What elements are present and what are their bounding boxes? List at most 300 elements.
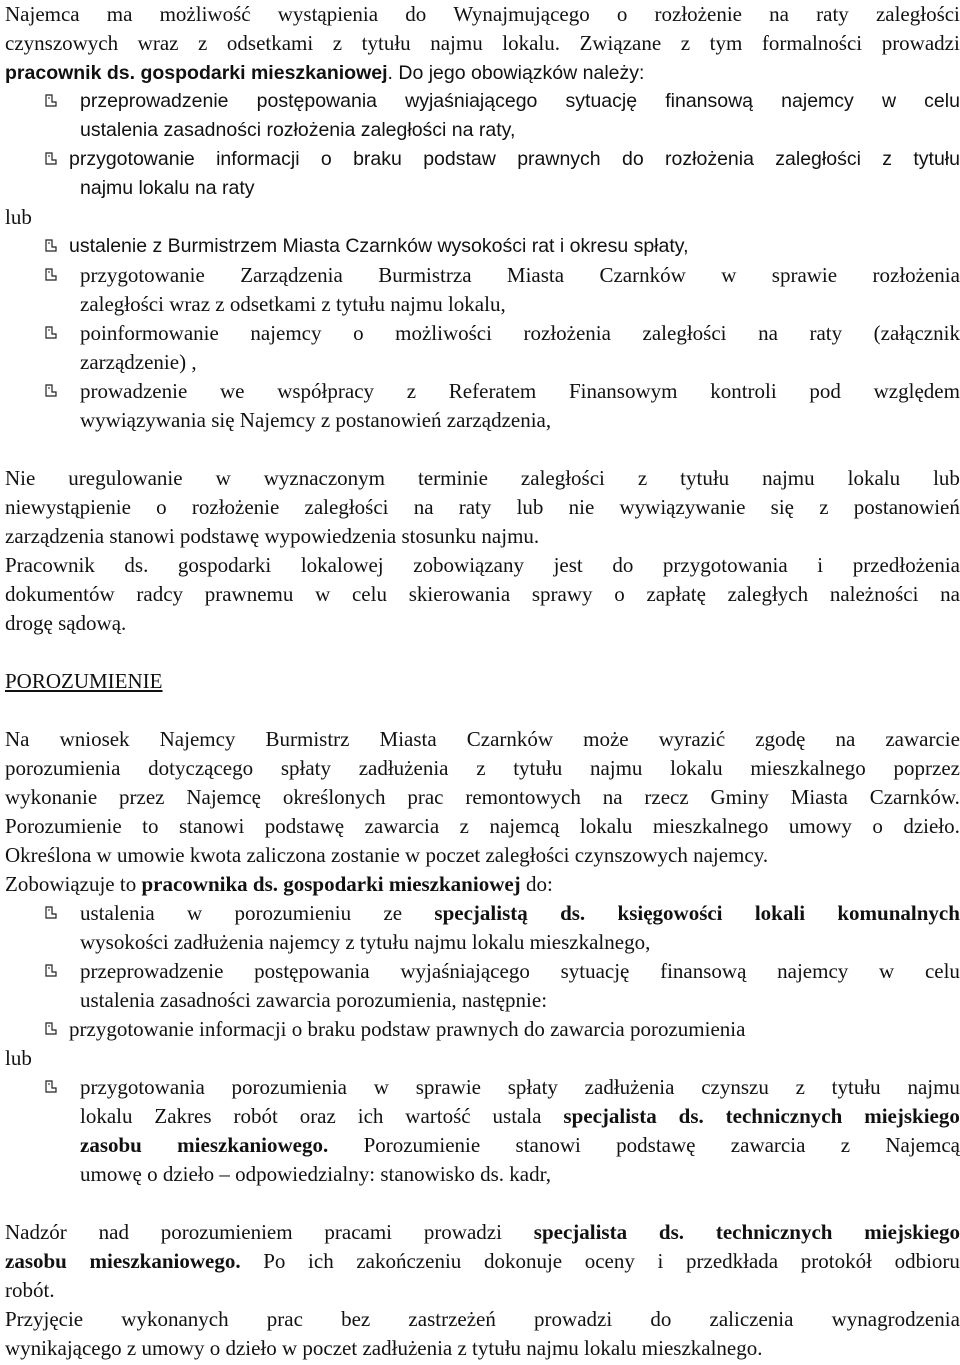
word: braku bbox=[353, 148, 402, 170]
paragraph-agreement-line-4 bbox=[5, 812, 960, 841]
word: dotyczącego bbox=[148, 756, 254, 780]
responsible-person-bold: pracownik ds. gospodarki mieszkaniowej bbox=[5, 62, 388, 84]
word: spłaty bbox=[507, 1075, 558, 1099]
word: podstaw bbox=[423, 148, 496, 170]
word: rozłożenia bbox=[665, 148, 754, 170]
paragraph-agreement-line-2 bbox=[5, 754, 960, 783]
word: sprawie bbox=[415, 1075, 481, 1099]
word: rozłożenia bbox=[872, 263, 960, 287]
word: określonych bbox=[282, 785, 386, 809]
word: możliwość bbox=[159, 2, 251, 26]
word: o bbox=[320, 148, 332, 170]
word: o bbox=[353, 321, 364, 345]
word: lokalu bbox=[80, 1104, 133, 1128]
word: mieszkaniowego. bbox=[177, 1133, 329, 1157]
word: tytułu bbox=[831, 1075, 881, 1099]
word: terminie bbox=[417, 466, 488, 490]
word: wyrazić bbox=[658, 727, 726, 751]
word: stanowi bbox=[178, 814, 245, 838]
word: pracami bbox=[324, 1220, 392, 1244]
list-item bbox=[43, 899, 960, 928]
word: najmu bbox=[907, 1075, 960, 1099]
word: raty bbox=[816, 2, 849, 26]
word: najemcy bbox=[777, 959, 849, 983]
duties-intro-text: . Do jego obowiązków należy: bbox=[387, 62, 645, 84]
word: celu bbox=[924, 90, 960, 112]
word: Miasta bbox=[506, 263, 565, 287]
list-item-continuation: wywiązywania się Najemcy z postanowień zarządzenia, bbox=[80, 408, 552, 432]
word: zgodę bbox=[755, 727, 806, 751]
word: zaległości bbox=[520, 466, 605, 490]
word: oraz bbox=[299, 1104, 336, 1128]
paragraph-legal-line-3: drogę sądową. bbox=[5, 611, 127, 635]
paragraph-intro-line-1 bbox=[5, 0, 960, 29]
word: na bbox=[758, 321, 778, 345]
word: najmu bbox=[762, 466, 815, 490]
word: tytułu bbox=[513, 756, 563, 780]
paragraph-legal-line-1 bbox=[5, 551, 960, 580]
word: zadłużenia bbox=[584, 1075, 675, 1099]
word: Miasta bbox=[379, 727, 437, 751]
word: Burmistrza bbox=[378, 263, 472, 287]
word: podstawę bbox=[264, 814, 345, 838]
word: czynszowych bbox=[5, 31, 119, 55]
list-item-continuation: ustalenia zasadności rozłożenia zaległości na raty, bbox=[80, 119, 516, 141]
word: Finansowym bbox=[568, 379, 678, 403]
word: postanowień bbox=[853, 495, 960, 519]
word: Najemcą bbox=[885, 1133, 960, 1157]
word: do bbox=[405, 2, 427, 26]
word: nad bbox=[98, 1220, 129, 1244]
word: zasobu bbox=[5, 1249, 67, 1273]
list-item-continuation: zaległości wraz z odsetkami z tytułu najmu lokalu, bbox=[80, 292, 506, 316]
word: wystąpienia bbox=[277, 2, 379, 26]
word: prowadzi bbox=[534, 1307, 613, 1331]
word: mieszkalnego bbox=[750, 756, 866, 780]
word: rozłożenie bbox=[191, 495, 280, 519]
word: ma bbox=[106, 2, 133, 26]
word: wraz bbox=[137, 31, 179, 55]
list-item bbox=[43, 319, 960, 348]
word: skierowania bbox=[408, 582, 511, 606]
list-item bbox=[43, 957, 960, 986]
paragraph-supervision-line-1 bbox=[5, 1218, 960, 1247]
word: prawnych bbox=[517, 148, 601, 170]
word: lokalu bbox=[579, 814, 633, 838]
word: raty bbox=[458, 495, 492, 519]
word: Na bbox=[5, 727, 30, 751]
word: prac bbox=[266, 1307, 303, 1331]
word: ustalenia bbox=[80, 901, 155, 925]
word: lokalu bbox=[847, 466, 901, 490]
word: przeprowadzenie bbox=[80, 90, 229, 112]
word: (załącznik bbox=[873, 321, 960, 345]
word: dokumentów bbox=[5, 582, 115, 606]
word: Porozumienie bbox=[363, 1133, 481, 1157]
word: miejskiego bbox=[864, 1104, 960, 1128]
list-item-continuation: najmu lokalu na raty bbox=[80, 177, 255, 199]
word: Czarnków. bbox=[869, 785, 960, 809]
word: z bbox=[637, 466, 648, 490]
word: się bbox=[770, 495, 794, 519]
word: stanowi bbox=[515, 1133, 581, 1157]
paragraph-supervision-line-3: robót. bbox=[5, 1278, 55, 1302]
word: wynagrodzenia bbox=[831, 1307, 960, 1331]
word: zaległości bbox=[642, 321, 727, 345]
word: raty bbox=[809, 321, 843, 345]
word: z bbox=[332, 31, 343, 55]
word: zadłużenia bbox=[358, 756, 449, 780]
word: w bbox=[721, 263, 737, 287]
word: Nadzór bbox=[5, 1220, 67, 1244]
word: o bbox=[156, 495, 167, 519]
word: zaległości bbox=[775, 148, 861, 170]
word: z bbox=[882, 148, 893, 170]
word: lokalu. bbox=[502, 31, 561, 55]
list-item-continuation bbox=[80, 1131, 960, 1160]
word: prac bbox=[407, 785, 444, 809]
word: z bbox=[795, 1075, 805, 1099]
word: na bbox=[835, 727, 856, 751]
list-item-continuation: zarządzenie) , bbox=[80, 350, 197, 374]
list-item-continuation: umowę o dzieło – odpowiedzialny: stanowisko ds. kadr, bbox=[80, 1162, 551, 1186]
word: specjalista bbox=[563, 1104, 657, 1128]
bullet-icon bbox=[43, 151, 59, 167]
word: do bbox=[650, 1307, 672, 1331]
word: w bbox=[879, 959, 895, 983]
word: w bbox=[315, 582, 331, 606]
word: finansową bbox=[665, 90, 754, 112]
word: o bbox=[872, 814, 883, 838]
word: Porozumienie bbox=[5, 814, 122, 838]
word: podstawę bbox=[616, 1133, 696, 1157]
paragraph-agreement-line-6 bbox=[5, 870, 960, 899]
word: ustala bbox=[492, 1104, 542, 1128]
list-item-text: ustalenie z Burmistrzem Miasta Czarnków wysokości rat i okresu spłaty, bbox=[69, 235, 689, 257]
word: komunalnych bbox=[837, 901, 960, 925]
word: księgowości bbox=[617, 901, 723, 925]
word: w bbox=[186, 901, 203, 925]
list-item-text bbox=[80, 261, 960, 290]
word: postępowania bbox=[254, 959, 370, 983]
word: rozłożenie bbox=[654, 2, 742, 26]
word: przygotowania bbox=[662, 553, 788, 577]
word: Najemcy bbox=[159, 727, 236, 751]
word: niewystąpienie bbox=[5, 495, 131, 519]
word: porozumienia bbox=[5, 756, 121, 780]
list-item bbox=[43, 1073, 960, 1102]
word: Zakres bbox=[154, 1104, 212, 1128]
paragraph-acceptance-line-2: wynikającego z umowy o dzieło w poczet zadłużenia z tytułu najmu lokalu mieszkalnego. bbox=[5, 1336, 763, 1360]
word: bez bbox=[341, 1307, 371, 1331]
word: Referatem bbox=[448, 379, 537, 403]
word: współpracy bbox=[277, 379, 375, 403]
word: informacji bbox=[216, 148, 300, 170]
paragraph-agreement-line-1 bbox=[5, 725, 960, 754]
word: prowadzi bbox=[881, 31, 960, 55]
bullet-icon bbox=[43, 963, 59, 979]
word: z bbox=[198, 31, 208, 55]
word: radcy bbox=[136, 582, 184, 606]
list-item-text bbox=[80, 1073, 960, 1102]
word: Najemcę bbox=[186, 785, 261, 809]
word: Gminy bbox=[710, 785, 769, 809]
word: nie bbox=[568, 495, 595, 519]
word: Czarnków bbox=[599, 263, 686, 287]
word: na bbox=[602, 785, 623, 809]
word: w bbox=[215, 466, 231, 490]
word: mieszkaniowego. bbox=[89, 1249, 241, 1273]
list-item-continuation: wysokości zadłużenia najemcy z tytułu najmu lokalu mieszkalnego, bbox=[80, 930, 651, 954]
bullet-icon bbox=[43, 325, 59, 341]
responsible-person-bold: pracownika ds. gospodarki mieszkaniowej bbox=[141, 872, 521, 896]
word: dzieło. bbox=[903, 814, 960, 838]
word: Związane bbox=[579, 31, 662, 55]
list-item-text bbox=[80, 957, 960, 986]
bullet-icon bbox=[43, 267, 59, 283]
word: lokali bbox=[754, 901, 806, 925]
word: może bbox=[583, 727, 629, 751]
word: najemcy bbox=[250, 321, 322, 345]
list-item bbox=[43, 377, 960, 406]
word: o bbox=[614, 582, 625, 606]
list-item bbox=[43, 145, 960, 174]
bullet-icon bbox=[43, 383, 59, 399]
list-item-text: przygotowanie informacji o braku podstaw prawnych do zawarcia porozumienia bbox=[69, 1017, 746, 1041]
list-item-text bbox=[80, 899, 960, 928]
word: wykonanie bbox=[5, 785, 98, 809]
word: z bbox=[819, 495, 829, 519]
word: poprzez bbox=[893, 756, 960, 780]
word: specjalista bbox=[533, 1220, 628, 1244]
list-item-continuation bbox=[80, 1102, 960, 1131]
word: rzecz bbox=[644, 785, 689, 809]
word: wniosek bbox=[59, 727, 130, 751]
word: zawarcia bbox=[730, 1133, 806, 1157]
word: odbioru bbox=[894, 1249, 960, 1273]
list-item bbox=[43, 232, 960, 261]
word: Zarządzenia bbox=[240, 263, 343, 287]
word: tytułu bbox=[913, 148, 960, 170]
word: względem bbox=[873, 379, 960, 403]
word: ds. bbox=[658, 1220, 685, 1244]
word: finansową bbox=[660, 959, 747, 983]
word: oceny bbox=[584, 1249, 635, 1273]
word: rozłożenia bbox=[523, 321, 611, 345]
word: najemcy bbox=[781, 90, 854, 112]
word: najemcą bbox=[489, 814, 560, 838]
list-item-text bbox=[80, 87, 960, 116]
bullet-icon bbox=[43, 905, 59, 921]
list-item bbox=[43, 261, 960, 290]
word: z bbox=[680, 31, 691, 55]
word: specjalistą bbox=[434, 901, 528, 925]
or-separator: lub bbox=[5, 1046, 32, 1070]
word: czynszu bbox=[701, 1075, 769, 1099]
word: uregulowanie bbox=[68, 466, 183, 490]
word: sprawy bbox=[531, 582, 593, 606]
obligation-intro: Zobowiązuje to bbox=[5, 872, 142, 896]
word: w bbox=[881, 90, 897, 112]
paragraph-supervision-line-2 bbox=[5, 1247, 960, 1276]
word: celu bbox=[924, 959, 960, 983]
section-heading bbox=[5, 667, 960, 696]
word: technicznych bbox=[715, 1220, 833, 1244]
word: Pracownik bbox=[5, 553, 95, 577]
word: najmu bbox=[430, 31, 483, 55]
word: wyjaśniającego bbox=[405, 90, 538, 112]
word: przedłożenia bbox=[852, 553, 960, 577]
word: tym bbox=[709, 31, 743, 55]
list-item-continuation: ustalenia zasadności zawarcia porozumienia, następnie: bbox=[80, 988, 548, 1012]
word: w bbox=[373, 1075, 389, 1099]
paragraph-consequences-line-3: zarządzenia stanowi podstawę wypowiedzenia stosunku najmu. bbox=[5, 524, 540, 548]
word: sytuację bbox=[560, 959, 630, 983]
word: sytuację bbox=[565, 90, 638, 112]
word: Po bbox=[263, 1249, 286, 1273]
paragraph-agreement-line-5: Określona w umowie kwota zaliczona zostanie w poczet zaległości czynszowych najemcy. bbox=[5, 843, 769, 867]
word: jest bbox=[553, 553, 583, 577]
word: wyznaczonym bbox=[263, 466, 385, 490]
word: przez bbox=[119, 785, 165, 809]
word: tytułu bbox=[361, 31, 411, 55]
word: poinformowanie bbox=[80, 321, 219, 345]
word: zaległości bbox=[304, 495, 389, 519]
word: z bbox=[476, 756, 486, 780]
word: zapłatę bbox=[646, 582, 706, 606]
word: Przyjęcie bbox=[5, 1307, 84, 1331]
paragraph-intro-line-2 bbox=[5, 29, 960, 58]
word: Najemca bbox=[5, 2, 80, 26]
word: przeprowadzenie bbox=[80, 959, 224, 983]
word: porozumieniem bbox=[160, 1220, 293, 1244]
word: ds. bbox=[124, 553, 149, 577]
word: Miasta bbox=[790, 785, 848, 809]
bullet-icon bbox=[43, 1079, 59, 1095]
word: prawnemu bbox=[204, 582, 294, 606]
word: tytułu bbox=[680, 466, 730, 490]
word: ds. bbox=[678, 1104, 704, 1128]
word: o bbox=[616, 2, 628, 26]
word: miejskiego bbox=[864, 1220, 960, 1244]
word: technicznych bbox=[725, 1104, 843, 1128]
word: Wynajmującego bbox=[453, 2, 590, 26]
word: lub bbox=[516, 495, 544, 519]
word: to bbox=[142, 814, 159, 838]
list-item bbox=[43, 87, 960, 116]
word: wartość bbox=[405, 1104, 471, 1128]
word: wykonanych bbox=[121, 1307, 229, 1331]
word: wyjaśniającego bbox=[400, 959, 530, 983]
word: przedkłada bbox=[686, 1249, 779, 1273]
word: porozumieniu bbox=[234, 901, 352, 925]
word: na bbox=[413, 495, 434, 519]
word: ich bbox=[308, 1249, 334, 1273]
word: lub bbox=[933, 466, 960, 490]
bullet-icon bbox=[43, 238, 59, 254]
word: przygotowanie bbox=[69, 148, 195, 170]
paragraph-agreement-line-3 bbox=[5, 783, 960, 812]
paragraph-consequences-line-2 bbox=[5, 493, 960, 522]
section-heading-text: POROZUMIENIE bbox=[5, 669, 163, 693]
word: gospodarki bbox=[177, 553, 272, 577]
word: we bbox=[220, 379, 245, 403]
word: prowadzenie bbox=[80, 379, 188, 403]
word: do bbox=[622, 148, 644, 170]
word: spłaty bbox=[280, 756, 331, 780]
word: mieszkalnego bbox=[652, 814, 769, 838]
word: protokół bbox=[800, 1249, 872, 1273]
word: remontowych bbox=[465, 785, 581, 809]
word: pod bbox=[809, 379, 841, 403]
list-item bbox=[43, 1015, 960, 1044]
word: ich bbox=[357, 1104, 384, 1128]
list-item-text bbox=[80, 319, 960, 348]
word: lokalu bbox=[670, 756, 723, 780]
word: celu bbox=[351, 582, 387, 606]
word: zaliczenia bbox=[709, 1307, 794, 1331]
word: na bbox=[940, 582, 960, 606]
word: przygotowania bbox=[80, 1075, 205, 1099]
word: do bbox=[612, 553, 634, 577]
paragraph-intro-line-3 bbox=[5, 58, 960, 87]
word: umowy bbox=[788, 814, 852, 838]
word: z bbox=[406, 379, 417, 403]
word: najmu bbox=[589, 756, 643, 780]
or-separator: lub bbox=[5, 205, 32, 229]
word: formalności bbox=[761, 31, 863, 55]
word: zaległości bbox=[875, 2, 960, 26]
word: z bbox=[840, 1133, 851, 1157]
bullet-icon bbox=[43, 93, 59, 109]
word: zastrzeżeń bbox=[408, 1307, 496, 1331]
paragraph-consequences-line-1 bbox=[5, 464, 960, 493]
word: zobowiązany bbox=[413, 553, 525, 577]
word: kontroli bbox=[710, 379, 777, 403]
word: ds. bbox=[560, 901, 586, 925]
bullet-icon bbox=[43, 1021, 59, 1037]
word: zawarcia bbox=[364, 814, 440, 838]
paragraph-acceptance-line-1 bbox=[5, 1305, 960, 1334]
paragraph-legal-line-2 bbox=[5, 580, 960, 609]
list-item-text bbox=[80, 377, 960, 406]
word: wywiązywanie bbox=[619, 495, 746, 519]
word: i bbox=[817, 553, 824, 577]
word: ze bbox=[383, 901, 403, 925]
word: postępowania bbox=[256, 90, 377, 112]
word: Burmistrz bbox=[265, 727, 350, 751]
word: prowadzi bbox=[423, 1220, 502, 1244]
word: Nie bbox=[5, 466, 36, 490]
word: odsetkami bbox=[226, 31, 314, 55]
word: dokonuje bbox=[483, 1249, 563, 1273]
word: zawarcie bbox=[885, 727, 960, 751]
list-item-text bbox=[69, 145, 960, 174]
word: możliwości bbox=[395, 321, 492, 345]
word: lokalowej bbox=[300, 553, 384, 577]
word: z bbox=[459, 814, 469, 838]
word: zaległych bbox=[727, 582, 809, 606]
obligation-suffix: do: bbox=[520, 872, 553, 896]
word: Czarnków bbox=[466, 727, 554, 751]
word: zakończeniu bbox=[356, 1249, 462, 1273]
word: sprawie bbox=[771, 263, 838, 287]
word: porozumienia bbox=[231, 1075, 348, 1099]
word: i bbox=[657, 1249, 664, 1273]
word: robót bbox=[233, 1104, 278, 1128]
word: należności bbox=[829, 582, 919, 606]
word: przygotowanie bbox=[80, 263, 205, 287]
